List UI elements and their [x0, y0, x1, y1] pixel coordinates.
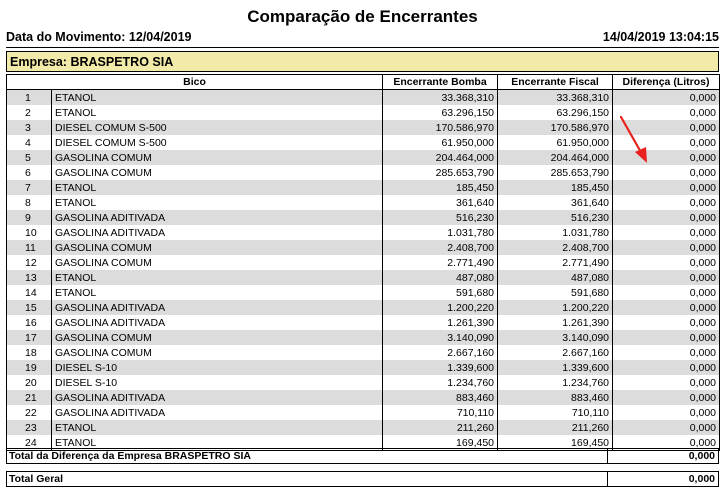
- table-row: [7, 270, 720, 285]
- row-encerrante-fiscal: 516,230: [498, 210, 613, 225]
- company-total-value: 0,000: [688, 450, 715, 462]
- row-bico: GASOLINA COMUM: [52, 165, 383, 180]
- company-total-row: [6, 448, 719, 464]
- row-encerrante-fiscal: 285.653,790: [498, 165, 613, 180]
- table-row: [7, 105, 720, 120]
- row-bico: DIESEL COMUM S-500: [52, 120, 383, 135]
- row-encerrante-fiscal: 1.200,220: [498, 300, 613, 315]
- grand-total-label: Total Geral: [9, 473, 64, 485]
- row-bico: GASOLINA ADITIVADA: [52, 405, 383, 420]
- row-encerrante-fiscal: 591,680: [498, 285, 613, 300]
- row-encerrante-fiscal: 33.368,310: [498, 90, 613, 106]
- row-number: 13: [7, 270, 52, 285]
- row-bico: GASOLINA ADITIVADA: [52, 225, 383, 240]
- row-diferenca: 0,000: [613, 345, 720, 360]
- red-arrow-icon: [618, 114, 652, 166]
- row-diferenca: 0,000: [613, 120, 720, 135]
- row-number: 17: [7, 330, 52, 345]
- row-number: 5: [7, 150, 52, 165]
- row-encerrante-bomba: 285.653,790: [383, 165, 498, 180]
- row-number: 20: [7, 375, 52, 390]
- report-title: Comparação de Encerrantes: [247, 7, 478, 26]
- row-diferenca: 0,000: [613, 195, 720, 210]
- row-bico: ETANOL: [52, 195, 383, 210]
- row-bico: GASOLINA ADITIVADA: [52, 300, 383, 315]
- row-diferenca: 0,000: [613, 405, 720, 420]
- row-diferenca: 0,000: [613, 165, 720, 180]
- row-encerrante-fiscal: 211,260: [498, 420, 613, 435]
- row-bico: GASOLINA ADITIVADA: [52, 210, 383, 225]
- row-number: 24: [7, 435, 52, 451]
- header-divider: [6, 47, 719, 48]
- row-encerrante-bomba: 63.296,150: [383, 105, 498, 120]
- row-encerrante-fiscal: 61.950,000: [498, 135, 613, 150]
- company-total-separator: [607, 448, 608, 464]
- row-number: 8: [7, 195, 52, 210]
- row-encerrante-fiscal: 2.771,490: [498, 255, 613, 270]
- table-row: [7, 195, 720, 210]
- table-row: [7, 315, 720, 330]
- row-number: 10: [7, 225, 52, 240]
- row-diferenca: 0,000: [613, 330, 720, 345]
- table-row: [7, 90, 720, 106]
- row-encerrante-bomba: 487,080: [383, 270, 498, 285]
- table-row: [7, 120, 720, 135]
- row-encerrante-bomba: 1.234,760: [383, 375, 498, 390]
- table-row: [7, 300, 720, 315]
- row-number: 9: [7, 210, 52, 225]
- row-encerrante-fiscal: 169,450: [498, 435, 613, 451]
- row-number: 21: [7, 390, 52, 405]
- col-header-bico: Bico: [7, 75, 383, 90]
- row-diferenca: 0,000: [613, 90, 720, 106]
- company-total-label: Total da Diferença da Empresa BRASPETRO SIA: [9, 450, 251, 462]
- row-encerrante-bomba: 1.261,390: [383, 315, 498, 330]
- row-encerrante-bomba: 591,680: [383, 285, 498, 300]
- table-row: [7, 375, 720, 390]
- row-encerrante-bomba: 33.368,310: [383, 90, 498, 106]
- col-header-encerrante-bomba: Encerrante Bomba: [383, 75, 498, 90]
- row-encerrante-bomba: 3.140,090: [383, 330, 498, 345]
- row-number: 23: [7, 420, 52, 435]
- row-encerrante-bomba: 211,260: [383, 420, 498, 435]
- row-number: 14: [7, 285, 52, 300]
- row-diferenca: 0,000: [613, 270, 720, 285]
- table-row: [7, 360, 720, 375]
- table-row: [7, 420, 720, 435]
- row-bico: GASOLINA COMUM: [52, 150, 383, 165]
- row-encerrante-fiscal: 487,080: [498, 270, 613, 285]
- table-row: [7, 180, 720, 195]
- row-diferenca: 0,000: [613, 255, 720, 270]
- row-number: 3: [7, 120, 52, 135]
- table-header-row: [7, 75, 720, 90]
- table-row: [7, 405, 720, 420]
- row-encerrante-fiscal: 185,450: [498, 180, 613, 195]
- row-number: 7: [7, 180, 52, 195]
- table-row: [7, 240, 720, 255]
- row-encerrante-bomba: 185,450: [383, 180, 498, 195]
- row-number: 22: [7, 405, 52, 420]
- row-encerrante-bomba: 204.464,000: [383, 150, 498, 165]
- row-encerrante-fiscal: 3.140,090: [498, 330, 613, 345]
- table-row: [7, 390, 720, 405]
- table-row: [7, 285, 720, 300]
- row-number: 1: [7, 90, 52, 106]
- row-encerrante-fiscal: 1.339,600: [498, 360, 613, 375]
- grand-total-value: 0,000: [688, 473, 715, 485]
- row-number: 4: [7, 135, 52, 150]
- row-bico: GASOLINA COMUM: [52, 255, 383, 270]
- row-encerrante-bomba: 169,450: [383, 435, 498, 451]
- row-diferenca: 0,000: [613, 105, 720, 120]
- grand-total-separator: [607, 471, 608, 487]
- row-encerrante-fiscal: 710,110: [498, 405, 613, 420]
- row-diferenca: 0,000: [613, 210, 720, 225]
- row-bico: ETANOL: [52, 420, 383, 435]
- row-bico: GASOLINA COMUM: [52, 240, 383, 255]
- row-bico: ETANOL: [52, 270, 383, 285]
- row-number: 15: [7, 300, 52, 315]
- row-encerrante-bomba: 2.771,490: [383, 255, 498, 270]
- row-number: 2: [7, 105, 52, 120]
- company-band: Empresa: BRASPETRO SIA: [6, 51, 719, 72]
- row-diferenca: 0,000: [613, 420, 720, 435]
- row-diferenca: 0,000: [613, 360, 720, 375]
- row-encerrante-bomba: 883,460: [383, 390, 498, 405]
- row-diferenca: 0,000: [613, 150, 720, 165]
- row-encerrante-bomba: 361,640: [383, 195, 498, 210]
- table-row: [7, 330, 720, 345]
- row-diferenca: 0,000: [613, 240, 720, 255]
- row-encerrante-bomba: 710,110: [383, 405, 498, 420]
- table-row: [7, 150, 720, 165]
- row-encerrante-fiscal: 2.408,700: [498, 240, 613, 255]
- table-row: [7, 135, 720, 150]
- row-encerrante-fiscal: 204.464,000: [498, 150, 613, 165]
- row-encerrante-bomba: 1.339,600: [383, 360, 498, 375]
- row-encerrante-bomba: 2.667,160: [383, 345, 498, 360]
- row-bico: GASOLINA ADITIVADA: [52, 315, 383, 330]
- row-bico: DIESEL COMUM S-500: [52, 135, 383, 150]
- col-header-diferenca: Diferença (Litros): [613, 75, 720, 90]
- row-diferenca: 0,000: [613, 375, 720, 390]
- row-bico: ETANOL: [52, 285, 383, 300]
- row-bico: GASOLINA COMUM: [52, 330, 383, 345]
- row-encerrante-fiscal: 1.234,760: [498, 375, 613, 390]
- table-row: [7, 255, 720, 270]
- row-number: 19: [7, 360, 52, 375]
- row-bico: GASOLINA COMUM: [52, 345, 383, 360]
- row-number: 11: [7, 240, 52, 255]
- grand-total-row: [6, 471, 719, 487]
- row-bico: ETANOL: [52, 435, 383, 451]
- row-diferenca: 0,000: [613, 300, 720, 315]
- row-encerrante-fiscal: 883,460: [498, 390, 613, 405]
- row-number: 12: [7, 255, 52, 270]
- row-encerrante-fiscal: 1.031,780: [498, 225, 613, 240]
- row-diferenca: 0,000: [613, 285, 720, 300]
- row-diferenca: 0,000: [613, 315, 720, 330]
- row-bico: DIESEL S-10: [52, 360, 383, 375]
- row-diferenca: 0,000: [613, 390, 720, 405]
- row-number: 16: [7, 315, 52, 330]
- table-body: [7, 90, 720, 451]
- table-row: [7, 165, 720, 180]
- row-bico: ETANOL: [52, 105, 383, 120]
- col-header-encerrante-fiscal: Encerrante Fiscal: [498, 75, 613, 90]
- row-bico: DIESEL S-10: [52, 375, 383, 390]
- row-encerrante-bomba: 2.408,700: [383, 240, 498, 255]
- row-bico: ETANOL: [52, 180, 383, 195]
- row-encerrante-bomba: 170.586,970: [383, 120, 498, 135]
- print-timestamp: 14/04/2019 13:04:15: [602, 30, 719, 44]
- row-bico: GASOLINA ADITIVADA: [52, 390, 383, 405]
- row-diferenca: 0,000: [613, 180, 720, 195]
- row-diferenca: 0,000: [613, 225, 720, 240]
- row-encerrante-bomba: 61.950,000: [383, 135, 498, 150]
- row-encerrante-fiscal: 1.261,390: [498, 315, 613, 330]
- row-encerrante-fiscal: 361,640: [498, 195, 613, 210]
- table-row: [7, 225, 720, 240]
- row-bico: ETANOL: [52, 90, 383, 106]
- row-number: 6: [7, 165, 52, 180]
- row-encerrante-fiscal: 63.296,150: [498, 105, 613, 120]
- row-encerrante-bomba: 516,230: [383, 210, 498, 225]
- row-encerrante-fiscal: 170.586,970: [498, 120, 613, 135]
- row-number: 18: [7, 345, 52, 360]
- row-encerrante-bomba: 1.031,780: [383, 225, 498, 240]
- row-diferenca: 0,000: [613, 135, 720, 150]
- table-row: [7, 345, 720, 360]
- comparison-table: [6, 74, 720, 451]
- movement-date: Data do Movimento: 12/04/2019: [6, 30, 192, 44]
- row-diferenca: 0,000: [613, 435, 720, 451]
- row-encerrante-fiscal: 2.667,160: [498, 345, 613, 360]
- row-encerrante-bomba: 1.200,220: [383, 300, 498, 315]
- table-row: [7, 210, 720, 225]
